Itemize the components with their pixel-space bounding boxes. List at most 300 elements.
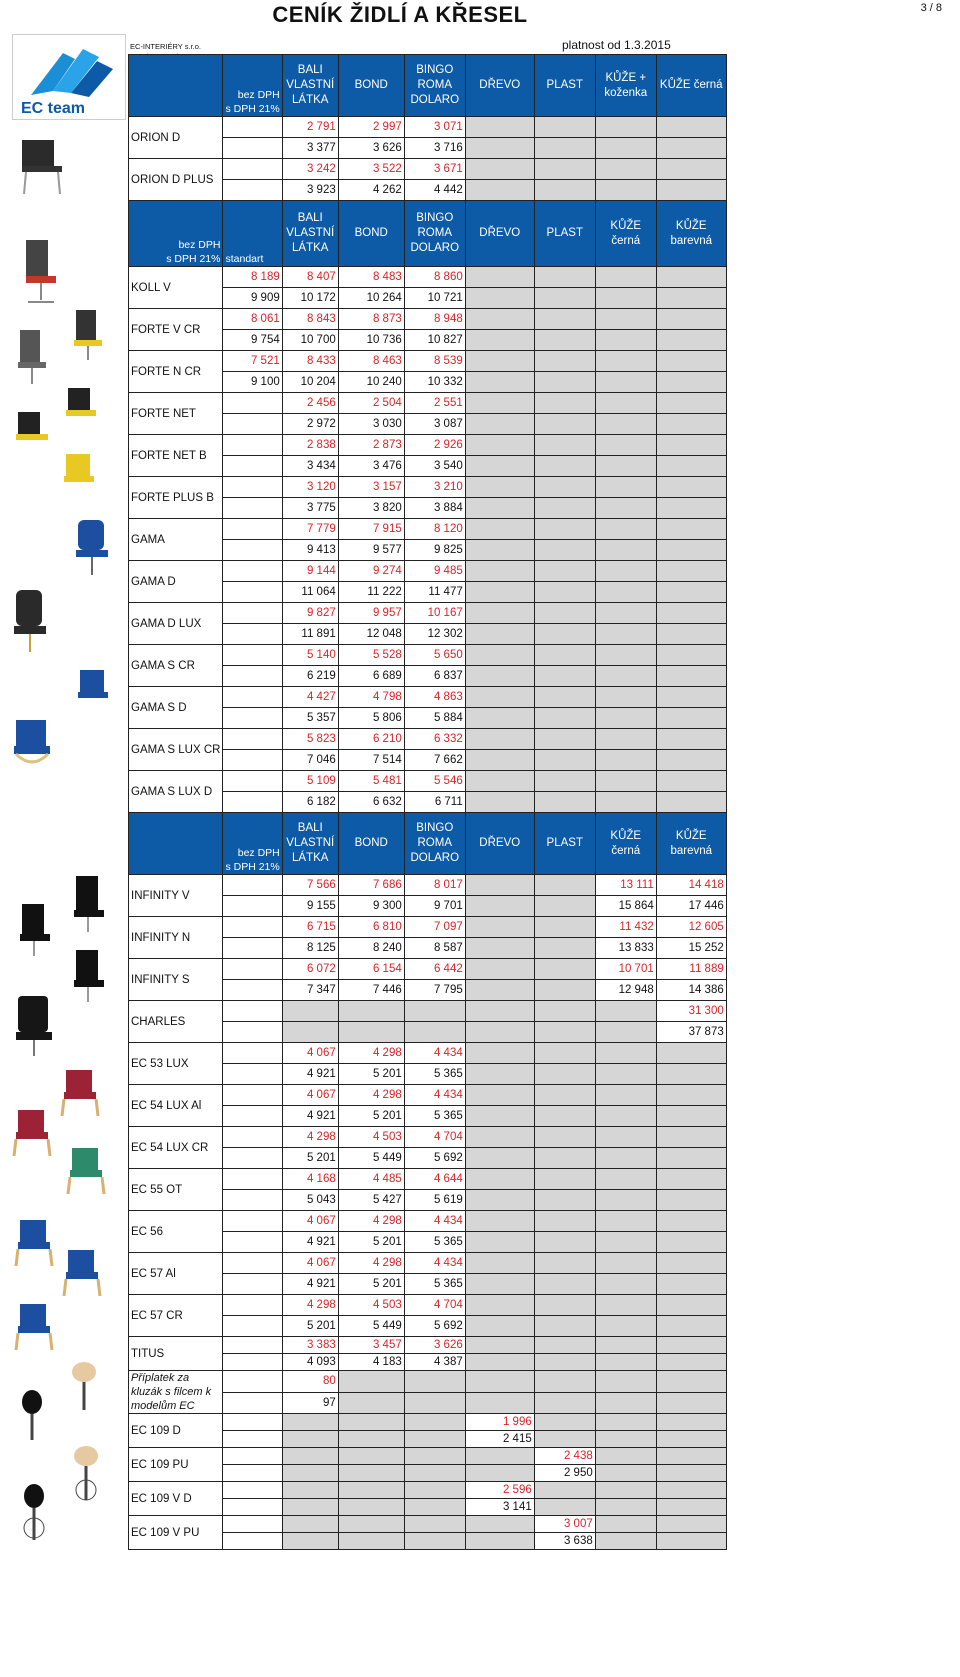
price-cell <box>465 1169 534 1190</box>
price-cell <box>465 666 534 687</box>
price-cell <box>595 1274 656 1295</box>
price-cell <box>223 540 282 561</box>
price-cell: 2 596 <box>465 1482 534 1499</box>
price-cell <box>465 729 534 750</box>
price-cell <box>656 1232 726 1253</box>
price-cell <box>534 875 595 896</box>
price-cell: 8 240 <box>338 938 404 959</box>
product-name: GAMA D LUX <box>129 603 223 645</box>
price-cell <box>223 729 282 750</box>
price-cell <box>595 414 656 435</box>
price-cell: 9 413 <box>282 540 338 561</box>
price-cell <box>656 1448 726 1465</box>
price-cell: 4 442 <box>404 180 465 201</box>
price-cell <box>465 1106 534 1127</box>
price-cell <box>534 1253 595 1274</box>
price-cell <box>534 1232 595 1253</box>
price-cell: 6 689 <box>338 666 404 687</box>
price-cell: 9 100 <box>223 372 282 393</box>
price-cell: 5 884 <box>404 708 465 729</box>
price-cell: 7 046 <box>282 750 338 771</box>
price-cell <box>534 1414 595 1431</box>
chair-icon-koll <box>26 240 56 302</box>
price-cell <box>534 1064 595 1085</box>
header-standart: standart <box>223 201 282 267</box>
price-cell <box>534 393 595 414</box>
header-col-4: PLAST <box>534 813 595 875</box>
header-col-4: PLAST <box>534 55 595 117</box>
price-cell <box>534 519 595 540</box>
price-cell <box>223 1431 282 1448</box>
product-name: GAMA S LUX CR <box>129 729 223 771</box>
price-cell <box>465 603 534 624</box>
price-cell <box>465 1211 534 1232</box>
price-cell <box>656 1371 726 1393</box>
price-cell: 9 485 <box>404 561 465 582</box>
product-name: INFINITY S <box>129 959 223 1001</box>
price-cell <box>465 687 534 708</box>
price-cell: 14 386 <box>656 980 726 1001</box>
price-cell <box>595 1465 656 1482</box>
price-cell <box>282 1516 338 1533</box>
price-cell <box>465 1148 534 1169</box>
price-cell <box>534 582 595 603</box>
price-cell <box>534 1106 595 1127</box>
chair-icon-infinity <box>20 876 104 1002</box>
price-cell <box>595 1337 656 1354</box>
product-name: INFINITY V <box>129 875 223 917</box>
price-cell <box>338 1392 404 1414</box>
price-cell: 9 825 <box>404 540 465 561</box>
price-cell: 5 201 <box>338 1232 404 1253</box>
price-cell <box>595 1499 656 1516</box>
price-cell <box>223 1499 282 1516</box>
price-cell: 3 457 <box>338 1337 404 1354</box>
price-cell <box>223 1253 282 1274</box>
price-cell: 3 071 <box>404 117 465 138</box>
price-cell: 2 551 <box>404 393 465 414</box>
price-cell <box>656 138 726 159</box>
price-cell <box>656 309 726 330</box>
price-cell: 8 061 <box>223 309 282 330</box>
price-cell: 1 996 <box>465 1414 534 1431</box>
price-cell: 7 662 <box>404 750 465 771</box>
price-cell <box>465 117 534 138</box>
price-cell <box>534 771 595 792</box>
price-cell: 2 838 <box>282 435 338 456</box>
product-name: FORTE N CR <box>129 351 223 393</box>
product-name: GAMA S CR <box>129 645 223 687</box>
price-cell <box>465 540 534 561</box>
price-cell <box>282 1431 338 1448</box>
price-cell <box>338 1533 404 1550</box>
price-cell: 8 873 <box>338 309 404 330</box>
product-name: FORTE V CR <box>129 309 223 351</box>
price-cell <box>465 980 534 1001</box>
price-cell <box>534 288 595 309</box>
price-cell <box>656 372 726 393</box>
price-cell <box>595 540 656 561</box>
price-cell <box>223 980 282 1001</box>
price-cell: 37 873 <box>656 1022 726 1043</box>
price-cell: 8 120 <box>404 519 465 540</box>
price-cell <box>595 1085 656 1106</box>
price-cell: 4 704 <box>404 1295 465 1316</box>
price-cell <box>534 624 595 645</box>
price-cell <box>595 498 656 519</box>
price-cell: 13 833 <box>595 938 656 959</box>
price-cell <box>465 1337 534 1354</box>
price-cell: 9 957 <box>338 603 404 624</box>
price-cell: 10 721 <box>404 288 465 309</box>
price-cell <box>595 708 656 729</box>
price-cell <box>656 1499 726 1516</box>
price-cell <box>595 1316 656 1337</box>
price-cell: 7 514 <box>338 750 404 771</box>
price-cell <box>338 1499 404 1516</box>
header-col-1: BOND <box>338 201 404 267</box>
price-cell <box>223 959 282 980</box>
price-cell: 4 921 <box>282 1106 338 1127</box>
price-cell: 9 701 <box>404 896 465 917</box>
price-cell <box>465 267 534 288</box>
price-cell <box>534 1316 595 1337</box>
price-cell: 4 387 <box>404 1354 465 1371</box>
price-cell: 11 891 <box>282 624 338 645</box>
price-cell <box>595 138 656 159</box>
chair-images <box>4 120 126 1665</box>
price-cell <box>465 1516 534 1533</box>
price-cell <box>223 435 282 456</box>
price-cell <box>223 1169 282 1190</box>
price-cell: 12 948 <box>595 980 656 1001</box>
price-cell: 9 155 <box>282 896 338 917</box>
price-cell <box>534 959 595 980</box>
price-cell <box>534 1190 595 1211</box>
product-name: EC 53 LUX <box>129 1043 223 1085</box>
price-cell <box>534 1431 595 1448</box>
chair-icon-forte <box>16 310 102 482</box>
price-cell <box>223 624 282 645</box>
price-cell: 13 111 <box>595 875 656 896</box>
price-cell: 31 300 <box>656 1001 726 1022</box>
price-cell <box>223 1465 282 1482</box>
price-cell: 2 950 <box>534 1465 595 1482</box>
price-cell <box>465 1127 534 1148</box>
price-cell <box>656 708 726 729</box>
price-cell <box>465 1253 534 1274</box>
price-cell <box>656 750 726 771</box>
price-cell <box>465 708 534 729</box>
price-cell <box>465 288 534 309</box>
price-cell: 8 587 <box>404 938 465 959</box>
price-cell <box>656 288 726 309</box>
product-name: GAMA <box>129 519 223 561</box>
price-cell: 5 449 <box>338 1148 404 1169</box>
price-cell: 3 087 <box>404 414 465 435</box>
product-name: EC 57 Al <box>129 1253 223 1295</box>
product-name: GAMA S LUX D <box>129 771 223 813</box>
header-col-0: BALI VLASTNÍ LÁTKA <box>282 55 338 117</box>
price-cell <box>534 498 595 519</box>
price-cell: 10 736 <box>338 330 404 351</box>
price-cell <box>338 1431 404 1448</box>
price-cell <box>595 288 656 309</box>
price-cell <box>223 1337 282 1354</box>
price-cell <box>656 267 726 288</box>
price-cell: 4 298 <box>338 1085 404 1106</box>
price-cell <box>223 1148 282 1169</box>
price-cell <box>534 1085 595 1106</box>
price-cell: 5 201 <box>338 1106 404 1127</box>
price-cell <box>656 1337 726 1354</box>
price-cell <box>223 561 282 582</box>
price-cell <box>282 1022 338 1043</box>
price-cell <box>656 540 726 561</box>
price-cell: 5 650 <box>404 645 465 666</box>
price-cell <box>465 393 534 414</box>
price-cell <box>465 498 534 519</box>
page-number: 3 / 8 <box>920 2 942 14</box>
price-cell <box>223 138 282 159</box>
price-cell: 6 711 <box>404 792 465 813</box>
price-cell <box>595 477 656 498</box>
header-col-5: KŮŽE + koženka <box>595 55 656 117</box>
price-cell <box>465 519 534 540</box>
price-cell <box>656 1169 726 1190</box>
price-cell <box>465 159 534 180</box>
price-cell: 8 433 <box>282 351 338 372</box>
price-cell: 17 446 <box>656 896 726 917</box>
price-cell <box>595 1232 656 1253</box>
price-cell <box>595 603 656 624</box>
price-cell <box>223 771 282 792</box>
price-cell: 3 377 <box>282 138 338 159</box>
price-cell <box>223 938 282 959</box>
price-cell: 5 365 <box>404 1274 465 1295</box>
price-cell <box>534 603 595 624</box>
price-cell <box>223 1414 282 1431</box>
price-cell: 5 357 <box>282 708 338 729</box>
price-cell <box>223 117 282 138</box>
price-cell: 3 626 <box>404 1337 465 1354</box>
price-cell <box>465 938 534 959</box>
price-cell: 4 093 <box>282 1354 338 1371</box>
price-cell <box>465 1085 534 1106</box>
price-cell <box>223 687 282 708</box>
header-col-6: KŮŽE barevná <box>656 813 726 875</box>
price-cell <box>223 180 282 201</box>
price-cell <box>595 519 656 540</box>
price-cell: 5 481 <box>338 771 404 792</box>
price-cell: 7 915 <box>338 519 404 540</box>
price-cell <box>595 372 656 393</box>
price-cell: 8 407 <box>282 267 338 288</box>
price-cell <box>223 1274 282 1295</box>
price-cell <box>595 792 656 813</box>
price-cell: 4 921 <box>282 1274 338 1295</box>
price-cell <box>465 1064 534 1085</box>
price-cell: 11 889 <box>656 959 726 980</box>
price-cell <box>656 1533 726 1550</box>
price-cell <box>465 1533 534 1550</box>
price-cell <box>223 1064 282 1085</box>
price-cell: 4 168 <box>282 1169 338 1190</box>
price-cell <box>656 1106 726 1127</box>
price-cell <box>534 456 595 477</box>
price-cell <box>338 1371 404 1393</box>
price-cell: 7 686 <box>338 875 404 896</box>
price-cell <box>595 1211 656 1232</box>
price-cell: 2 438 <box>534 1448 595 1465</box>
price-cell: 6 715 <box>282 917 338 938</box>
price-cell <box>534 372 595 393</box>
header-label-vat: bez DPH s DPH 21% <box>223 55 282 117</box>
product-name: ORION D PLUS <box>129 159 223 201</box>
price-cell <box>595 309 656 330</box>
price-cell <box>223 1533 282 1550</box>
price-cell <box>656 117 726 138</box>
price-cell: 11 064 <box>282 582 338 603</box>
price-cell: 4 434 <box>404 1253 465 1274</box>
price-cell <box>465 959 534 980</box>
price-cell: 4 644 <box>404 1169 465 1190</box>
price-cell <box>223 1211 282 1232</box>
price-cell <box>534 729 595 750</box>
price-cell: 5 528 <box>338 645 404 666</box>
price-cell <box>534 540 595 561</box>
price-cell: 5 806 <box>338 708 404 729</box>
price-cell <box>404 1448 465 1465</box>
price-cell: 8 017 <box>404 875 465 896</box>
price-cell <box>534 414 595 435</box>
price-cell: 4 503 <box>338 1127 404 1148</box>
price-cell: 5 365 <box>404 1064 465 1085</box>
price-cell <box>465 1371 534 1393</box>
price-cell <box>656 1211 726 1232</box>
price-cell <box>404 1499 465 1516</box>
price-cell <box>223 1354 282 1371</box>
header-col-3: DŘEVO <box>465 813 534 875</box>
price-cell <box>338 1482 404 1499</box>
price-cell <box>223 498 282 519</box>
price-cell <box>404 1371 465 1393</box>
price-cell <box>534 1354 595 1371</box>
price-cell <box>223 1022 282 1043</box>
price-cell: 6 442 <box>404 959 465 980</box>
price-cell: 8 843 <box>282 309 338 330</box>
price-cell: 9 754 <box>223 330 282 351</box>
price-cell <box>534 666 595 687</box>
price-cell <box>465 1190 534 1211</box>
price-cell <box>465 477 534 498</box>
price-cell <box>223 750 282 771</box>
price-cell <box>534 309 595 330</box>
price-cell: 5 546 <box>404 771 465 792</box>
price-cell <box>656 561 726 582</box>
header-col-4: PLAST <box>534 201 595 267</box>
price-cell <box>223 666 282 687</box>
price-cell: 7 347 <box>282 980 338 1001</box>
price-cell <box>223 792 282 813</box>
price-cell <box>656 1043 726 1064</box>
price-cell <box>534 1043 595 1064</box>
price-cell <box>595 1448 656 1465</box>
price-cell <box>656 1064 726 1085</box>
price-cell: 4 921 <box>282 1232 338 1253</box>
price-cell <box>465 1295 534 1316</box>
price-cell <box>656 1414 726 1431</box>
price-cell <box>656 1295 726 1316</box>
price-cell <box>282 1448 338 1465</box>
price-cell <box>595 1190 656 1211</box>
price-cell: 5 201 <box>282 1316 338 1337</box>
price-cell <box>534 1295 595 1316</box>
product-name: EC 56 <box>129 1211 223 1253</box>
price-cell <box>656 603 726 624</box>
price-cell: 6 219 <box>282 666 338 687</box>
price-cell: 3 540 <box>404 456 465 477</box>
price-cell <box>595 351 656 372</box>
chair-icon-gama <box>14 520 108 762</box>
price-cell: 12 048 <box>338 624 404 645</box>
header-col-2: BINGO ROMA DOLARO <box>404 201 465 267</box>
price-cell: 3 820 <box>338 498 404 519</box>
price-cell: 8 463 <box>338 351 404 372</box>
price-cell <box>534 330 595 351</box>
logo-text: EC team <box>21 100 86 117</box>
price-cell <box>534 687 595 708</box>
price-cell: 4 298 <box>282 1295 338 1316</box>
price-cell <box>595 771 656 792</box>
price-cell <box>534 1482 595 1499</box>
price-cell: 4 262 <box>338 180 404 201</box>
price-cell: 15 864 <box>595 896 656 917</box>
price-cell <box>404 1022 465 1043</box>
price-cell: 2 504 <box>338 393 404 414</box>
price-cell <box>656 666 726 687</box>
price-cell: 2 997 <box>338 117 404 138</box>
price-cell <box>656 1516 726 1533</box>
price-cell: 3 522 <box>338 159 404 180</box>
price-cell <box>465 896 534 917</box>
price-cell <box>534 1499 595 1516</box>
price-cell: 2 456 <box>282 393 338 414</box>
price-cell: 6 182 <box>282 792 338 813</box>
price-cell: 5 365 <box>404 1232 465 1253</box>
price-cell: 5 449 <box>338 1316 404 1337</box>
product-name: EC 109 V PU <box>129 1516 223 1550</box>
price-cell <box>656 180 726 201</box>
price-table <box>128 54 788 1550</box>
price-cell <box>656 687 726 708</box>
header-col-2: BINGO ROMA DOLARO <box>404 813 465 875</box>
price-cell <box>534 938 595 959</box>
price-cell <box>595 1354 656 1371</box>
price-cell <box>282 1465 338 1482</box>
price-cell <box>595 117 656 138</box>
price-cell <box>656 159 726 180</box>
price-cell: 6 810 <box>338 917 404 938</box>
price-cell <box>595 1371 656 1393</box>
price-cell <box>656 351 726 372</box>
price-cell <box>656 624 726 645</box>
price-cell: 11 222 <box>338 582 404 603</box>
product-name: CHARLES <box>129 1001 223 1043</box>
price-cell <box>656 498 726 519</box>
product-name: EC 54 LUX CR <box>129 1127 223 1169</box>
price-cell: 3 157 <box>338 477 404 498</box>
